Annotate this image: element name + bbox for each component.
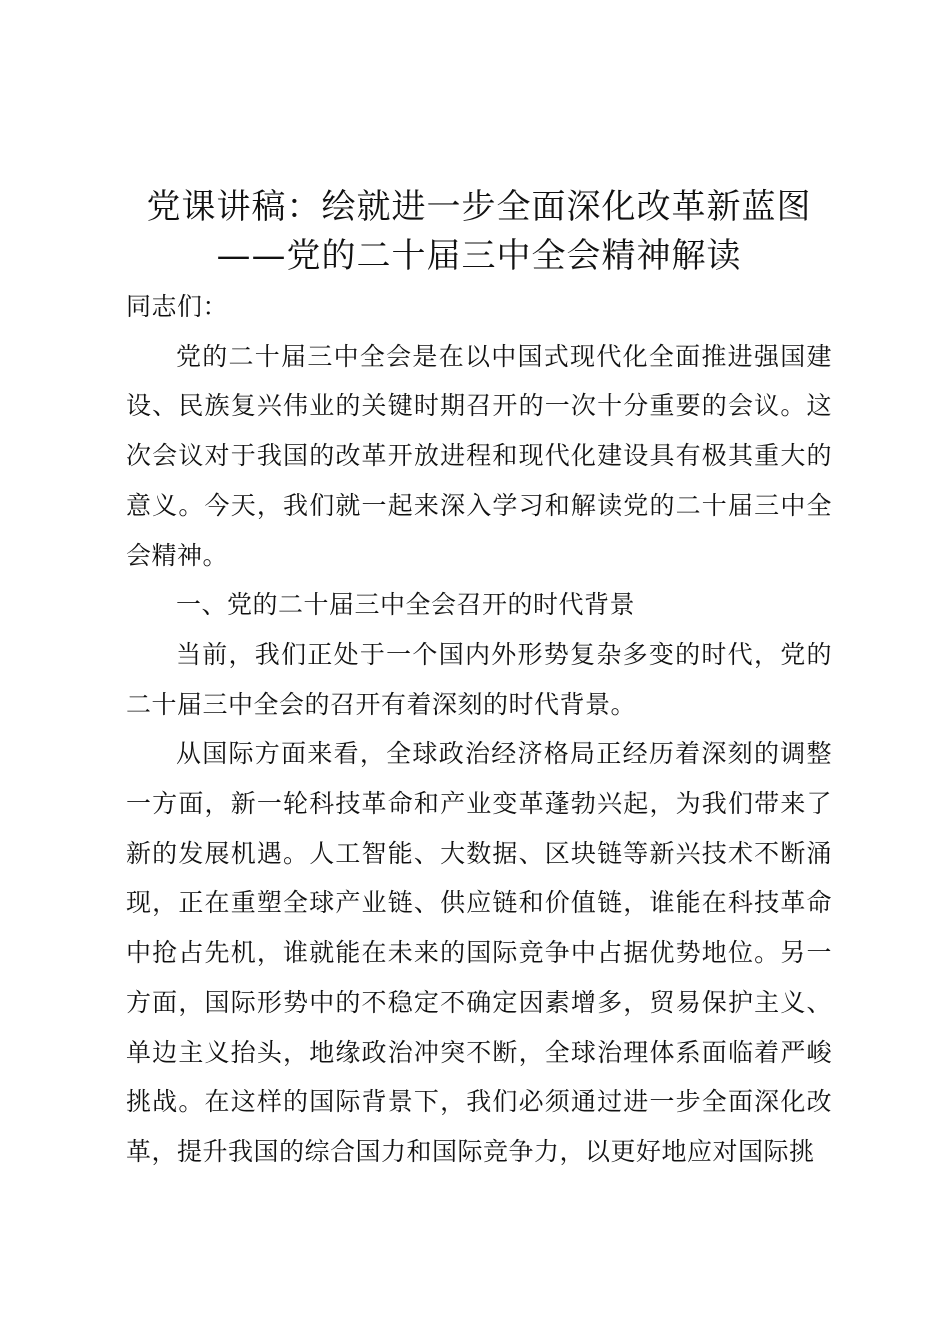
document-body: [126, 282, 832, 1177]
document-title: 党课讲稿：绘就进一步全面深化改革新蓝图——党的二十届三中全会精神解读: [146, 187, 812, 276]
section-heading-1: 一、党的二十届三中全会召开的时代背景: [176, 590, 636, 620]
salutation: 同志们：: [126, 292, 229, 321]
paragraph-intro: 党的二十届三中全会是在以中国式现代化全面推进强国建设、民族复兴伟业的关键时期召开的一次十分重要的会议。这次会议对于我国的改革开放进程和现代化建设具有极其重大的意义。今天，我们就一起来深入学习和解读党的二十届三中全会精神。: [126, 341, 832, 570]
paragraph-background: 当前，我们正处于一个国内外形势复杂多变的时代，党的二十届三中全会的召开有着深刻的时代背景。: [126, 639, 832, 719]
paragraph-international: 从国际方面来看，全球政治经济格局正经历着深刻的调整一方面，新一轮科技革命和产业变革蓬勃兴起，为我们带来了新的发展机遇。人工智能、大数据、区块链等新兴技术不断涌现，正在重塑全球产业链、供应链和价值链，谁能在科技革命中抢占先机，谁就能在未来的国际竞争中占据优势地位。另一方面，国际形势中的不稳定不确定因素增多，贸易保护主义、单边主义抬头，地缘政治冲突不断，全球治理体系面临着严峻挑战。在这样的国际背景下，我们必须通过进一步全面深化改革，提升我国的综合国力和国际竞争力，以更好地应对国际挑: [126, 739, 832, 1166]
